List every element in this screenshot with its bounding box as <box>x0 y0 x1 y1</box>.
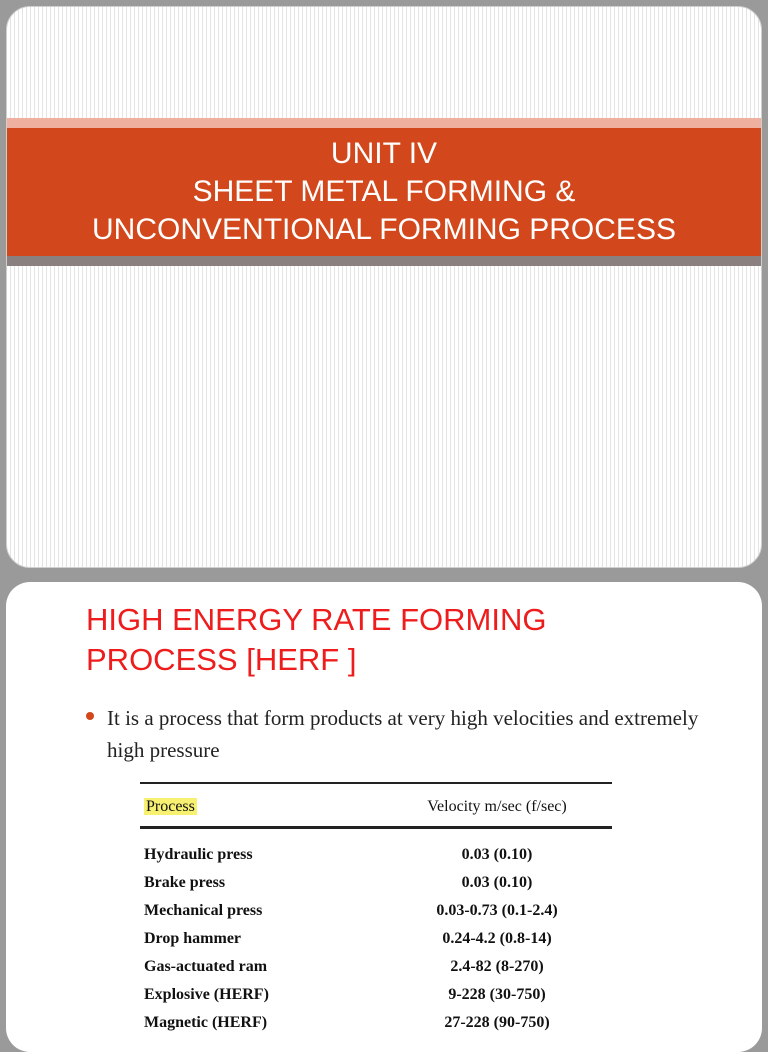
title-band <box>7 128 761 256</box>
cell-velocity: 0.03 (0.10) <box>461 874 533 891</box>
bullet-item <box>86 702 726 766</box>
title-accent-strip <box>7 118 761 128</box>
table-row <box>140 953 612 981</box>
title-line-sheet-metal: SHEET METAL FORMING & <box>192 175 576 208</box>
slide-title-line-1: HIGH ENERGY RATE FORMING <box>86 602 547 637</box>
cell-process: Explosive (HERF) <box>144 986 269 1003</box>
title-line-unconventional: UNCONVENTIONAL FORMING PROCESS <box>92 213 676 246</box>
table-row <box>140 869 612 897</box>
cell-process: Drop hammer <box>144 930 242 947</box>
table-row <box>140 841 612 869</box>
cell-process: Gas-actuated ram <box>144 958 268 975</box>
cell-velocity: 9-228 (30-750) <box>448 986 546 1003</box>
table-row <box>140 897 612 925</box>
herf-slide <box>6 582 762 1052</box>
slide-title <box>86 600 726 680</box>
cell-velocity: 2.4-82 (8-270) <box>450 958 544 975</box>
title-bottom-strip <box>7 256 761 266</box>
cell-process: Mechanical press <box>144 902 263 919</box>
cell-process: Magnetic (HERF) <box>144 1014 268 1031</box>
cell-process: Brake press <box>144 874 226 891</box>
cell-velocity: 27-228 (90-750) <box>444 1014 550 1031</box>
table-header <box>140 784 612 826</box>
velocity-table <box>140 782 612 1037</box>
table-row <box>140 1009 612 1037</box>
header-process-label: Process <box>146 798 195 815</box>
cell-velocity: 0.03 (0.10) <box>461 846 533 863</box>
header-process <box>140 798 382 816</box>
table-body <box>140 829 612 1037</box>
cell-velocity: 0.24-4.2 (0.8-14) <box>442 930 552 947</box>
bullet-dot-icon <box>86 712 94 720</box>
table-row <box>140 925 612 953</box>
slide-title-line-2: PROCESS [HERF ] <box>86 642 357 677</box>
table-row <box>140 981 612 1009</box>
bullet-text: It is a process that form products at very high velocities and extremely high pressure <box>107 706 699 762</box>
title-slide <box>6 6 762 568</box>
header-velocity: Velocity m/sec (f/sec) <box>427 798 567 815</box>
cell-process: Hydraulic press <box>144 846 253 863</box>
cell-velocity: 0.03-0.73 (0.1-2.4) <box>436 902 558 919</box>
title-line-unit: UNIT IV <box>330 137 438 170</box>
